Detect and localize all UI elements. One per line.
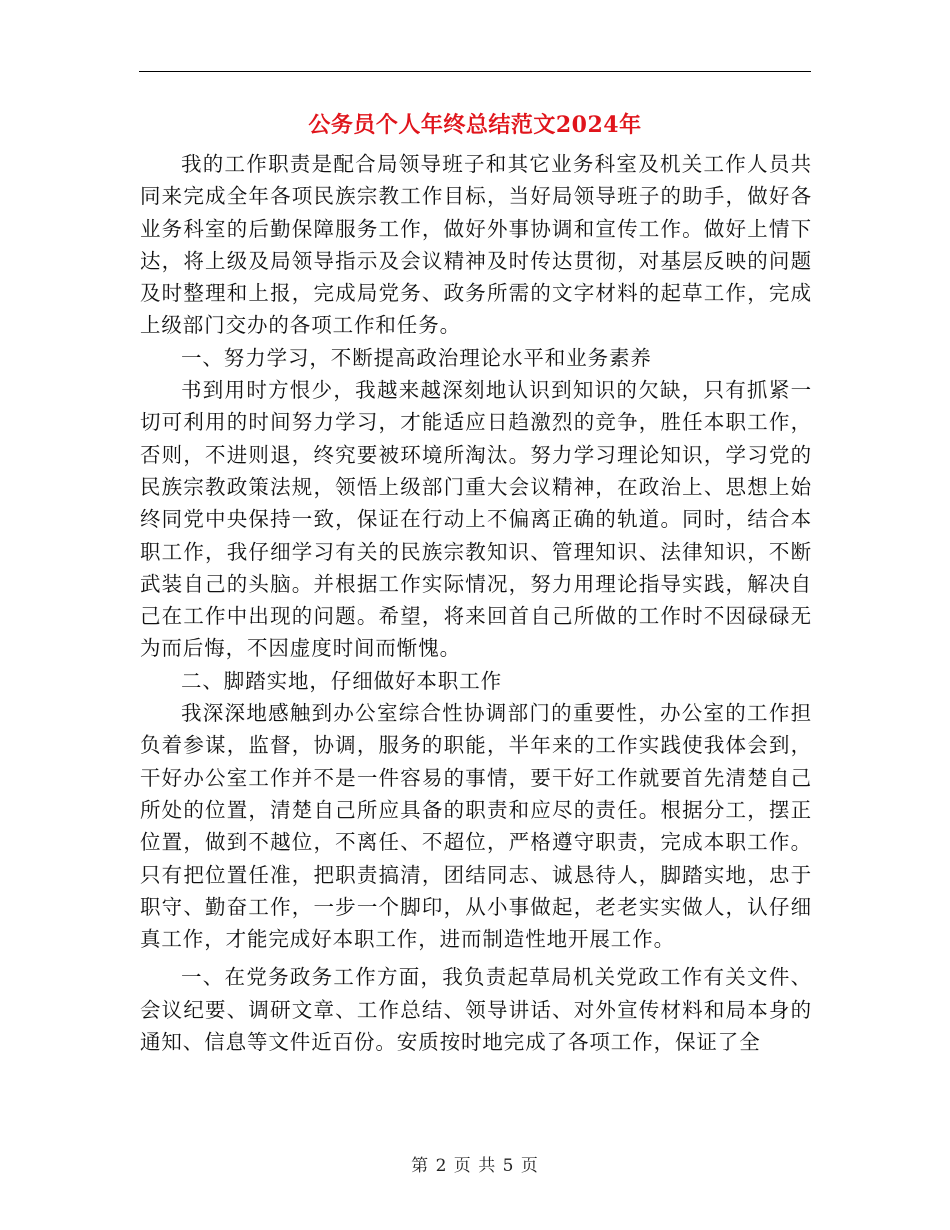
page-footer: 第 2 页 共 5 页	[411, 1156, 539, 1176]
paragraph-study: 书到用时方恨少，我越来越深刻地认识到知识的欠缺，只有抓紧一切可利用的时间努力学习，才能适应日趋激烈的竞争，胜任本职工作，否则，不进则退，终究要被环境所淘汰。努力学习理论知识，学习党的民族宗教政策法规，领悟上级部门重大会议精神，在政治上、思想上始终同党中央保持一致，保证在行动上不偏离正确的轨道。同时，结合本职工作，我仔细学习有关的民族宗教知识、管理知识、法律知识，不断武装自己的头脑。并根据工作实际情况，努力用理论指导实践，解决自己在工作中出现的问题。希望，将来回首自己所做的工作时不因碌碌无为而后悔，不因虚度时间而惭愧。	[140, 378, 812, 661]
section-heading-duty: 二、脚踏实地，仔细做好本职工作	[181, 668, 502, 693]
header-rule	[139, 71, 811, 72]
paragraph-intro: 我的工作职责是配合局领导班子和其它业务科室及机关工作人员共同来完成全年各项民族宗教工作目标，当好局领导班子的助手，做好各业务科室的后勤保障服务工作，做好外事协调和宣传工作。做好上情下达，将上级及局领导指示及会议精神及时传达贯彻，对基层反映的问题及时整理和上报，完成局党务、政务所需的文字材料的起草工作，完成上级部门交办的各项工作和任务。	[140, 152, 812, 338]
document-title: 公务员个人年终总结范文2024年	[308, 112, 642, 138]
paragraph-party-affairs: 一、在党务政务工作方面，我负责起草局机关党政工作有关文件、会议纪要、调研文章、工作总结、领导讲话、对外宣传材料和局本身的通知、信息等文件近百份。安质按时地完成了各项工作，保证了全	[140, 965, 812, 1055]
document-body	[140, 148, 812, 1058]
section-heading-study: 一、努力学习，不断提高政治理论水平和业务素养	[181, 345, 652, 370]
paragraph-duty: 我深深地感触到办公室综合性协调部门的重要性，办公室的工作担负着参谋，监督，协调，服务的职能，半年来的工作实践使我体会到，干好办公室工作并不是一件容易的事情，要干好工作就要首先清楚自己所处的位置，清楚自己所应具备的职责和应尽的责任。根据分工，摆正位置，做到不越位，不离任、不超位，严格遵守职责，完成本职工作。只有把位置任准，把职责搞清，团结同志、诚恳待人，脚踏实地，忠于职守、勤奋工作，一步一个脚印，从小事做起，老老实实做人，认仔细真工作，才能完成好本职工作，进而制造性地开展工作。	[140, 701, 812, 952]
